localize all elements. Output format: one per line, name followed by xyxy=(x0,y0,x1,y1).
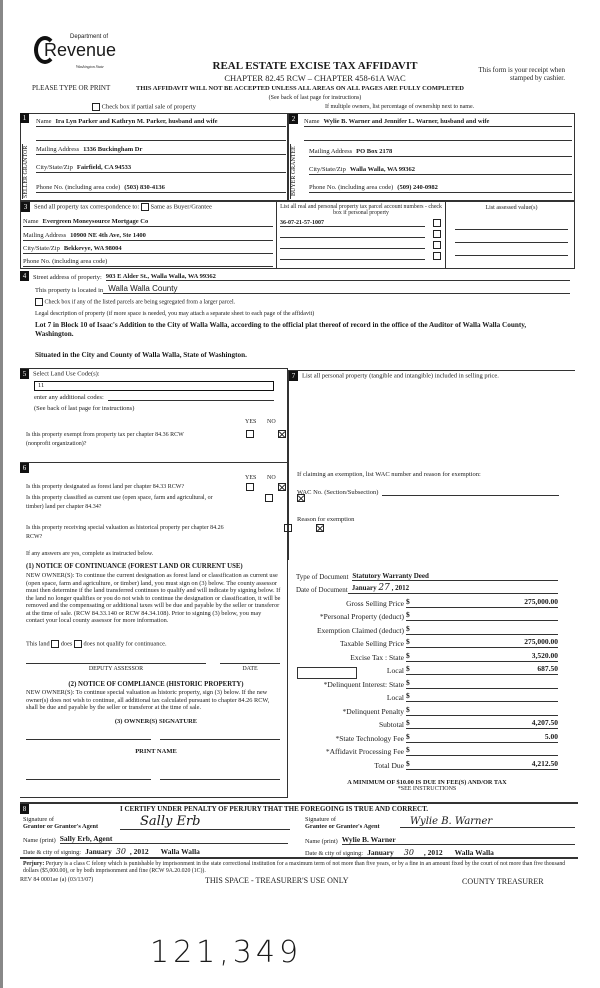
financial-row[interactable] xyxy=(296,621,558,635)
receipt-note: This form is your receipt when stamped by cashier. xyxy=(478,66,565,82)
financial-value: 4,212.50 xyxy=(531,758,558,768)
buyer-name: Wylie B. Warner and Jennifer L. Warner, husband and wife xyxy=(323,118,490,125)
personal-property-checkbox[interactable] xyxy=(433,219,441,227)
corr-phone-field[interactable] xyxy=(23,254,273,267)
checkbox[interactable] xyxy=(35,298,43,306)
personal-property-checkbox[interactable] xyxy=(433,241,441,249)
notice2-title: (2) NOTICE OF COMPLIANCE (HISTORIC PROPERTY) xyxy=(68,681,244,688)
buyer-section xyxy=(288,113,575,201)
owner-signature-line[interactable] xyxy=(26,739,151,740)
financial-row[interactable] xyxy=(296,689,558,703)
if-yes-note: If any answers are yes, complete as instructed below. xyxy=(26,551,154,557)
county: Walla Walla County xyxy=(103,284,570,294)
logo-name: Revenue xyxy=(44,40,117,60)
buyer-city: Walla Walla, WA 99362 xyxy=(349,166,415,173)
treasurer-use-only: THIS SPACE - TREASURER'S USE ONLY xyxy=(205,876,349,885)
doc-date-month: January xyxy=(351,584,377,592)
buyer-phone-field[interactable] xyxy=(309,180,572,193)
assessed-line[interactable] xyxy=(455,243,568,256)
label: Mailing Address xyxy=(23,232,67,239)
perjury-note xyxy=(23,861,578,875)
section-number: 5 xyxy=(20,369,29,379)
owner-signature-label: (3) OWNER(S) SIGNATURE xyxy=(114,718,198,725)
notice1-title: (1) NOTICE OF CONTINUANCE (FOREST LAND OR CURRENT USE) xyxy=(26,563,243,570)
financial-value: 275,000.00 xyxy=(524,637,558,646)
historic-yes-checkbox[interactable] xyxy=(284,524,292,532)
legal-description: Lot 7 in Block 10 of Isaac's Addition to the City of Walla Walla, according to the official plat thereof of record in the office of the Auditor of Walla Walla County, Washington. xyxy=(35,321,527,338)
currency-symbol: $ xyxy=(406,758,410,768)
certify-statement: I CERTIFY UNDER PENALTY OF PERJURY THAT THE FOREGOING IS TRUE AND CORRECT. xyxy=(120,805,429,813)
parcel-row[interactable] xyxy=(280,216,441,227)
seller-city-field[interactable] xyxy=(36,160,286,173)
financial-label: Exemption Claimed (deduct) xyxy=(316,625,404,635)
forest-no-checkbox[interactable] xyxy=(278,483,286,491)
parcel-header: List all real and personal property tax parcel account numbers - check box if personal property xyxy=(280,204,442,216)
section-number: 4 xyxy=(20,271,29,281)
label: DEPUTY ASSESSOR xyxy=(88,666,144,672)
label: Phone No. (including area code) xyxy=(309,184,394,191)
currency-symbol: $ xyxy=(406,745,410,754)
financial-value: 687.50 xyxy=(537,664,558,673)
seller-name: Ira Lyn Parker and Kathryn M. Parker, husband and wife xyxy=(55,118,218,125)
form-revision: REV 84 0001ae (a) (03/13/07) xyxy=(20,877,94,883)
financial-value: 3,520.00 xyxy=(531,650,558,660)
financial-label: Taxable Selling Price xyxy=(339,639,404,648)
financial-row[interactable] xyxy=(296,716,558,730)
label: Grantor or Grantor's Agent xyxy=(23,823,99,830)
currency-symbol: $ xyxy=(406,637,410,646)
grantor-year: , 2012 xyxy=(129,847,149,856)
parcel-number xyxy=(280,259,425,260)
date-line[interactable] xyxy=(220,663,280,672)
label: This land xyxy=(26,640,50,648)
financial-label: Excise Tax : State xyxy=(350,652,404,662)
label: Date of Document xyxy=(296,586,348,594)
grantor-name: Sally Erb, Agent xyxy=(60,834,288,844)
financial-label: *State Technology Fee xyxy=(335,733,404,743)
grantee-date-field[interactable] xyxy=(305,848,575,857)
label: Name (print) xyxy=(305,838,338,845)
notice1-text: NEW OWNER(S): To continue the current designation as forest land or classification as current use (open space, farm and agriculture, or timber) land, you must sign on (3) below. The county assessor must then determine if the land transferred continues to qualify and will indicate by signing below. If the land no longer qualifies or you do not wish to continue the designation or classification, it will be removed and the compensating or additional taxes will be due and payable by the seller or transferor at the time of sale. (RCW 84.33.140 or RCW 84.34.108). Prior to signing (3) below, you may contact your local county assessor for more information. xyxy=(26,572,281,624)
perjury-text: Perjury is a class C felony which is punishable by imprisonment in the state correctional institution for a maximum term of not more than five years, or by a fine in an amount fixed by the court of not more than five thousand dollars ($5,000.00), or by both imprisonment and fine (RCW 9A.20.020 (1C)). xyxy=(23,861,566,874)
financial-row[interactable] xyxy=(296,608,558,622)
seller-phone-field[interactable] xyxy=(36,180,286,193)
property-section xyxy=(20,271,575,367)
exempt-no-checkbox[interactable] xyxy=(278,430,286,438)
segregated-checkbox[interactable] xyxy=(35,298,235,306)
grantee-date: January xyxy=(367,848,394,857)
label: does not qualify for continuance. xyxy=(83,640,167,648)
section-number: 6 xyxy=(20,463,29,473)
financial-row[interactable] xyxy=(296,702,558,716)
buyer-address: PO Box 2178 xyxy=(356,148,393,155)
assessed-line[interactable] xyxy=(455,230,568,243)
local-code-box[interactable] xyxy=(297,667,357,679)
label: Grantee or Grantee's Agent xyxy=(305,823,380,830)
financial-rows xyxy=(296,594,558,770)
financial-value: 4,207.50 xyxy=(531,718,558,727)
does-checkbox[interactable] xyxy=(51,640,59,648)
label: Signature of xyxy=(23,816,54,823)
exemption-label: If claiming an exemption, list WAC number and reason for exemption: xyxy=(297,471,481,478)
reason-label: Reason for exemption xyxy=(297,516,355,523)
label: enter any additional codes: xyxy=(34,394,104,401)
label: Select Land Use Code(s): xyxy=(33,370,100,378)
form-warning: THIS AFFIDAVIT WILL NOT BE ACCEPTED UNLESS ALL AREAS ON ALL PAGES ARE FULLY COMPLETED xyxy=(136,85,464,92)
financial-row[interactable] xyxy=(296,635,558,649)
minimum-note: A MINIMUM OF $10.00 IS DUE IN FEE(S) AND/OR TAX xyxy=(347,778,507,786)
currency-symbol: $ xyxy=(406,718,410,727)
label: Check box if any of the listed parcels are being segregated from a larger parcel. xyxy=(44,299,236,306)
seller-phone: (503) 830-4136 xyxy=(124,184,165,191)
corr-city: Bekkevye, WA 98004 xyxy=(63,245,122,252)
logo-dept: Department of xyxy=(70,34,109,40)
print-name-line[interactable] xyxy=(26,779,151,780)
land-use-code-input[interactable]: 11 xyxy=(34,381,274,391)
financial-label: *Affidavit Processing Fee xyxy=(325,747,404,756)
personal-property-checkbox[interactable] xyxy=(433,230,441,238)
section-number: 1 xyxy=(20,113,29,123)
partial-sale-checkbox[interactable] xyxy=(92,103,196,111)
grantee-day: 30 xyxy=(403,848,414,857)
type-or-print: PLEASE TYPE OR PRINT xyxy=(32,84,111,92)
corr-city-field[interactable] xyxy=(23,241,273,254)
parcel-row[interactable] xyxy=(280,249,441,260)
print-name-label: PRINT NAME xyxy=(135,748,177,755)
corr-address: 10900 NE 4th Ave, Ste 1400 xyxy=(70,232,146,239)
financial-row[interactable] xyxy=(296,743,558,757)
assessed-line[interactable] xyxy=(455,217,568,230)
parcel-row[interactable] xyxy=(280,238,441,249)
doc-type: Statutory Warranty Deed xyxy=(352,572,558,581)
label: Phone No. (including area code) xyxy=(36,184,121,191)
buyer-address-field[interactable] xyxy=(309,144,572,157)
situated: Situated in the City and County of Walla Walla, State of Washington. xyxy=(35,351,247,359)
financial-row[interactable] xyxy=(296,729,558,743)
financial-value: 5.00 xyxy=(544,731,558,741)
current-use-question: Is this property classified as current use (open space, farm and agricultural, or timber) land per chapter 84.34? xyxy=(26,495,213,510)
grantor-sig-label xyxy=(23,816,98,830)
additional-codes-field[interactable] xyxy=(34,394,274,401)
section-number: 7 xyxy=(289,371,298,381)
currency-symbol: $ xyxy=(406,596,410,606)
see-instructions: *SEE INSTRUCTIONS xyxy=(397,785,457,792)
buyer-name-line2[interactable] xyxy=(304,128,572,141)
current-use-yes-checkbox[interactable] xyxy=(265,494,273,502)
scan-edge xyxy=(0,0,3,988)
print-name-line[interactable] xyxy=(160,779,280,780)
form-chapter: CHAPTER 82.45 RCW – CHAPTER 458-61A WAC xyxy=(224,73,406,83)
financial-label: Gross Selling Price xyxy=(346,598,404,608)
label: Signature of xyxy=(305,816,336,823)
section-6 xyxy=(20,463,288,798)
see-back: (See back of last page for instructions) xyxy=(34,405,135,412)
parcel-column xyxy=(276,202,446,268)
financial-label: *Personal Property (deduct) xyxy=(319,612,404,621)
personal-property-section xyxy=(288,370,575,560)
label: Name xyxy=(23,218,39,225)
county-field[interactable] xyxy=(35,284,570,294)
doc-type-field[interactable] xyxy=(296,568,558,581)
grantee-city: Walla Walla xyxy=(454,848,494,857)
label: City/State/Zip xyxy=(36,164,73,171)
financial-label: Total Due xyxy=(374,760,404,770)
form-title: REAL ESTATE EXCISE TAX AFFIDAVIT xyxy=(212,60,418,72)
seller-side-label: SELLER GRANTOR xyxy=(22,144,34,199)
continuance-choice xyxy=(26,640,167,648)
grantee-year: , 2012 xyxy=(423,848,443,857)
street-field[interactable] xyxy=(20,271,570,281)
label: Phone No. (including area code) xyxy=(23,258,108,265)
yes-header: YES xyxy=(245,475,257,481)
land-use-section xyxy=(20,368,288,463)
see-back: (See back of last page for instructions) xyxy=(268,95,362,101)
forest-question: Is this property designated as forest land per chapter 84.33 RCW? xyxy=(26,484,185,490)
label: City/State/Zip xyxy=(23,245,60,252)
label: Mailing Address xyxy=(309,148,353,155)
label: Type of Document xyxy=(296,573,349,581)
yes-header: YES xyxy=(245,419,257,425)
grantee-name: Wylie B. Warner xyxy=(342,835,575,845)
grantee-name-field[interactable] xyxy=(305,835,575,845)
section-number: 3 xyxy=(21,202,30,212)
label: List all personal property (tangible and intangible) included in selling price. xyxy=(302,372,499,380)
deputy-assessor-line[interactable] xyxy=(26,663,206,672)
dor-logo xyxy=(34,34,117,74)
parcel-list xyxy=(277,216,445,260)
grantor-signature[interactable]: Sally Erb xyxy=(120,814,290,830)
label: Name xyxy=(36,118,52,125)
forest-yes-checkbox[interactable] xyxy=(246,483,254,491)
no-header: NO xyxy=(267,475,276,481)
buyer-city-field[interactable] xyxy=(309,162,572,175)
label: Name xyxy=(304,118,320,125)
grantee-sig-label xyxy=(305,816,380,830)
logo-state: Washington State xyxy=(76,64,104,69)
grantor-date: January xyxy=(85,847,112,856)
financial-value: 275,000.00 xyxy=(524,596,558,606)
doc-date-day: 27 xyxy=(378,583,390,593)
label: This property is located in xyxy=(35,287,104,294)
seller-address: 1336 Buckingham Dr xyxy=(83,146,143,153)
label: Date & city of signing: xyxy=(23,849,82,856)
financial-section xyxy=(296,568,558,792)
financial-row[interactable] xyxy=(296,648,558,662)
financial-row[interactable] xyxy=(296,756,558,770)
grantor-city: Walla Walla xyxy=(160,847,200,856)
section-number: 8 xyxy=(20,804,29,814)
financial-label: Local xyxy=(386,693,404,702)
currency-symbol: $ xyxy=(406,664,410,673)
wac-field[interactable] xyxy=(297,489,559,496)
section-number: 2 xyxy=(289,114,298,124)
label: Street address of property: xyxy=(33,274,102,281)
financial-label: Subtotal xyxy=(378,720,404,729)
label: Mailing Address xyxy=(36,146,80,153)
assessed-header: List assessed value(s) xyxy=(485,205,538,211)
land-use-label xyxy=(20,369,100,379)
seller-name-field[interactable] xyxy=(36,114,286,127)
currency-symbol: $ xyxy=(406,650,410,660)
multiple-owners-note: If multiple owners, list percentage of ownership next to name. xyxy=(325,104,475,110)
parcel-number xyxy=(280,237,425,238)
financial-label: *Delinquent Interest: State xyxy=(323,679,404,689)
checkbox[interactable] xyxy=(92,103,100,111)
grantee-signature[interactable]: Wylie B. Warner xyxy=(400,816,575,828)
grantor-name-field[interactable] xyxy=(23,834,288,844)
same-as-buyer-checkbox[interactable] xyxy=(141,203,149,211)
legal-label: Legal description of property (if more space is needed, you may attach a separate sheet to each page of the affidavit) xyxy=(35,311,315,317)
seller-name-line2[interactable] xyxy=(36,128,286,141)
grantor-day: 30 xyxy=(115,847,126,856)
parcel-number xyxy=(280,248,425,249)
correspondence-section xyxy=(20,201,575,269)
owner-signature-line[interactable] xyxy=(160,739,280,740)
label: WAC No. (Section/Subsection) xyxy=(297,489,379,496)
financial-label: *Delinquent Penalty xyxy=(342,706,404,716)
street-address: 903 E Alder St., Walla Walla, WA 99362 xyxy=(106,273,570,281)
no-header: NO xyxy=(267,419,276,425)
buyer-side-label: BUYER GRANTEE xyxy=(290,144,302,199)
personal-property-checkbox[interactable] xyxy=(433,252,441,260)
notice2-text: NEW OWNER(S): To continue special valuation as historic property, sign (3) below. If the new owner(s) does not wish to continue, all additional tax calculated pursuant to chapter 84.26 RCW, shall be due and payable by the seller or transferor at the time of sale. xyxy=(26,689,270,711)
financial-label: Local xyxy=(386,666,404,675)
assessed-column xyxy=(449,202,574,256)
label: Name (print) xyxy=(23,837,56,844)
seller-city: Fairfield, CA 94533 xyxy=(76,164,132,171)
seller-address-field[interactable] xyxy=(36,142,286,155)
currency-symbol: $ xyxy=(406,704,410,714)
historic-no-checkbox[interactable] xyxy=(316,524,324,532)
grantor-date-field[interactable] xyxy=(23,847,288,856)
label: City/State/Zip xyxy=(309,166,346,173)
handwritten-receipt-number: 121,349 xyxy=(150,935,303,970)
currency-symbol: $ xyxy=(406,610,410,619)
label: does xyxy=(60,640,73,648)
corr-name: Evergreen Moneysource Mortgage Co xyxy=(42,218,149,225)
seller-section xyxy=(20,113,288,201)
currency-symbol: $ xyxy=(406,623,410,633)
historic-question: Is this property receiving special valuation as historical property per chapter 84.26 RCW? xyxy=(26,525,224,540)
partial-sale-label: Check box if partial sale of property xyxy=(101,103,196,111)
buyer-phone: (509) 240-0982 xyxy=(397,184,438,191)
buyer-name-field[interactable] xyxy=(304,114,572,127)
exempt-question: Is this property exempt from property tax per chapter 84.36 RCW (nonprofit organization)? xyxy=(26,432,184,447)
parcel-number: 36-07-21-57-1007 xyxy=(280,220,425,227)
label: Send all property tax correspondence to: xyxy=(34,203,140,211)
corr-address-field[interactable] xyxy=(23,228,273,241)
parcel-row[interactable] xyxy=(280,227,441,238)
financial-row[interactable] xyxy=(296,594,558,608)
label: Perjury: xyxy=(23,861,45,867)
exempt-yes-checkbox[interactable] xyxy=(246,430,254,438)
doc-date-field[interactable] xyxy=(296,581,558,594)
label: Same as Buyer/Grantee xyxy=(150,203,212,211)
certification-section xyxy=(20,802,578,859)
label: DATE xyxy=(242,666,258,672)
doc-date-year: , 2012 xyxy=(391,584,410,592)
corr-name-field[interactable] xyxy=(23,214,273,227)
currency-symbol: $ xyxy=(406,677,410,687)
county-treasurer: COUNTY TREASURER xyxy=(462,877,544,886)
label: Date & city of signing: xyxy=(305,850,364,857)
currency-symbol: $ xyxy=(406,731,410,741)
does-not-checkbox[interactable] xyxy=(74,640,82,648)
current-use-no-checkbox[interactable] xyxy=(297,494,305,502)
currency-symbol: $ xyxy=(406,691,410,700)
correspondence-header xyxy=(21,202,212,212)
personal-property-label xyxy=(289,371,559,381)
